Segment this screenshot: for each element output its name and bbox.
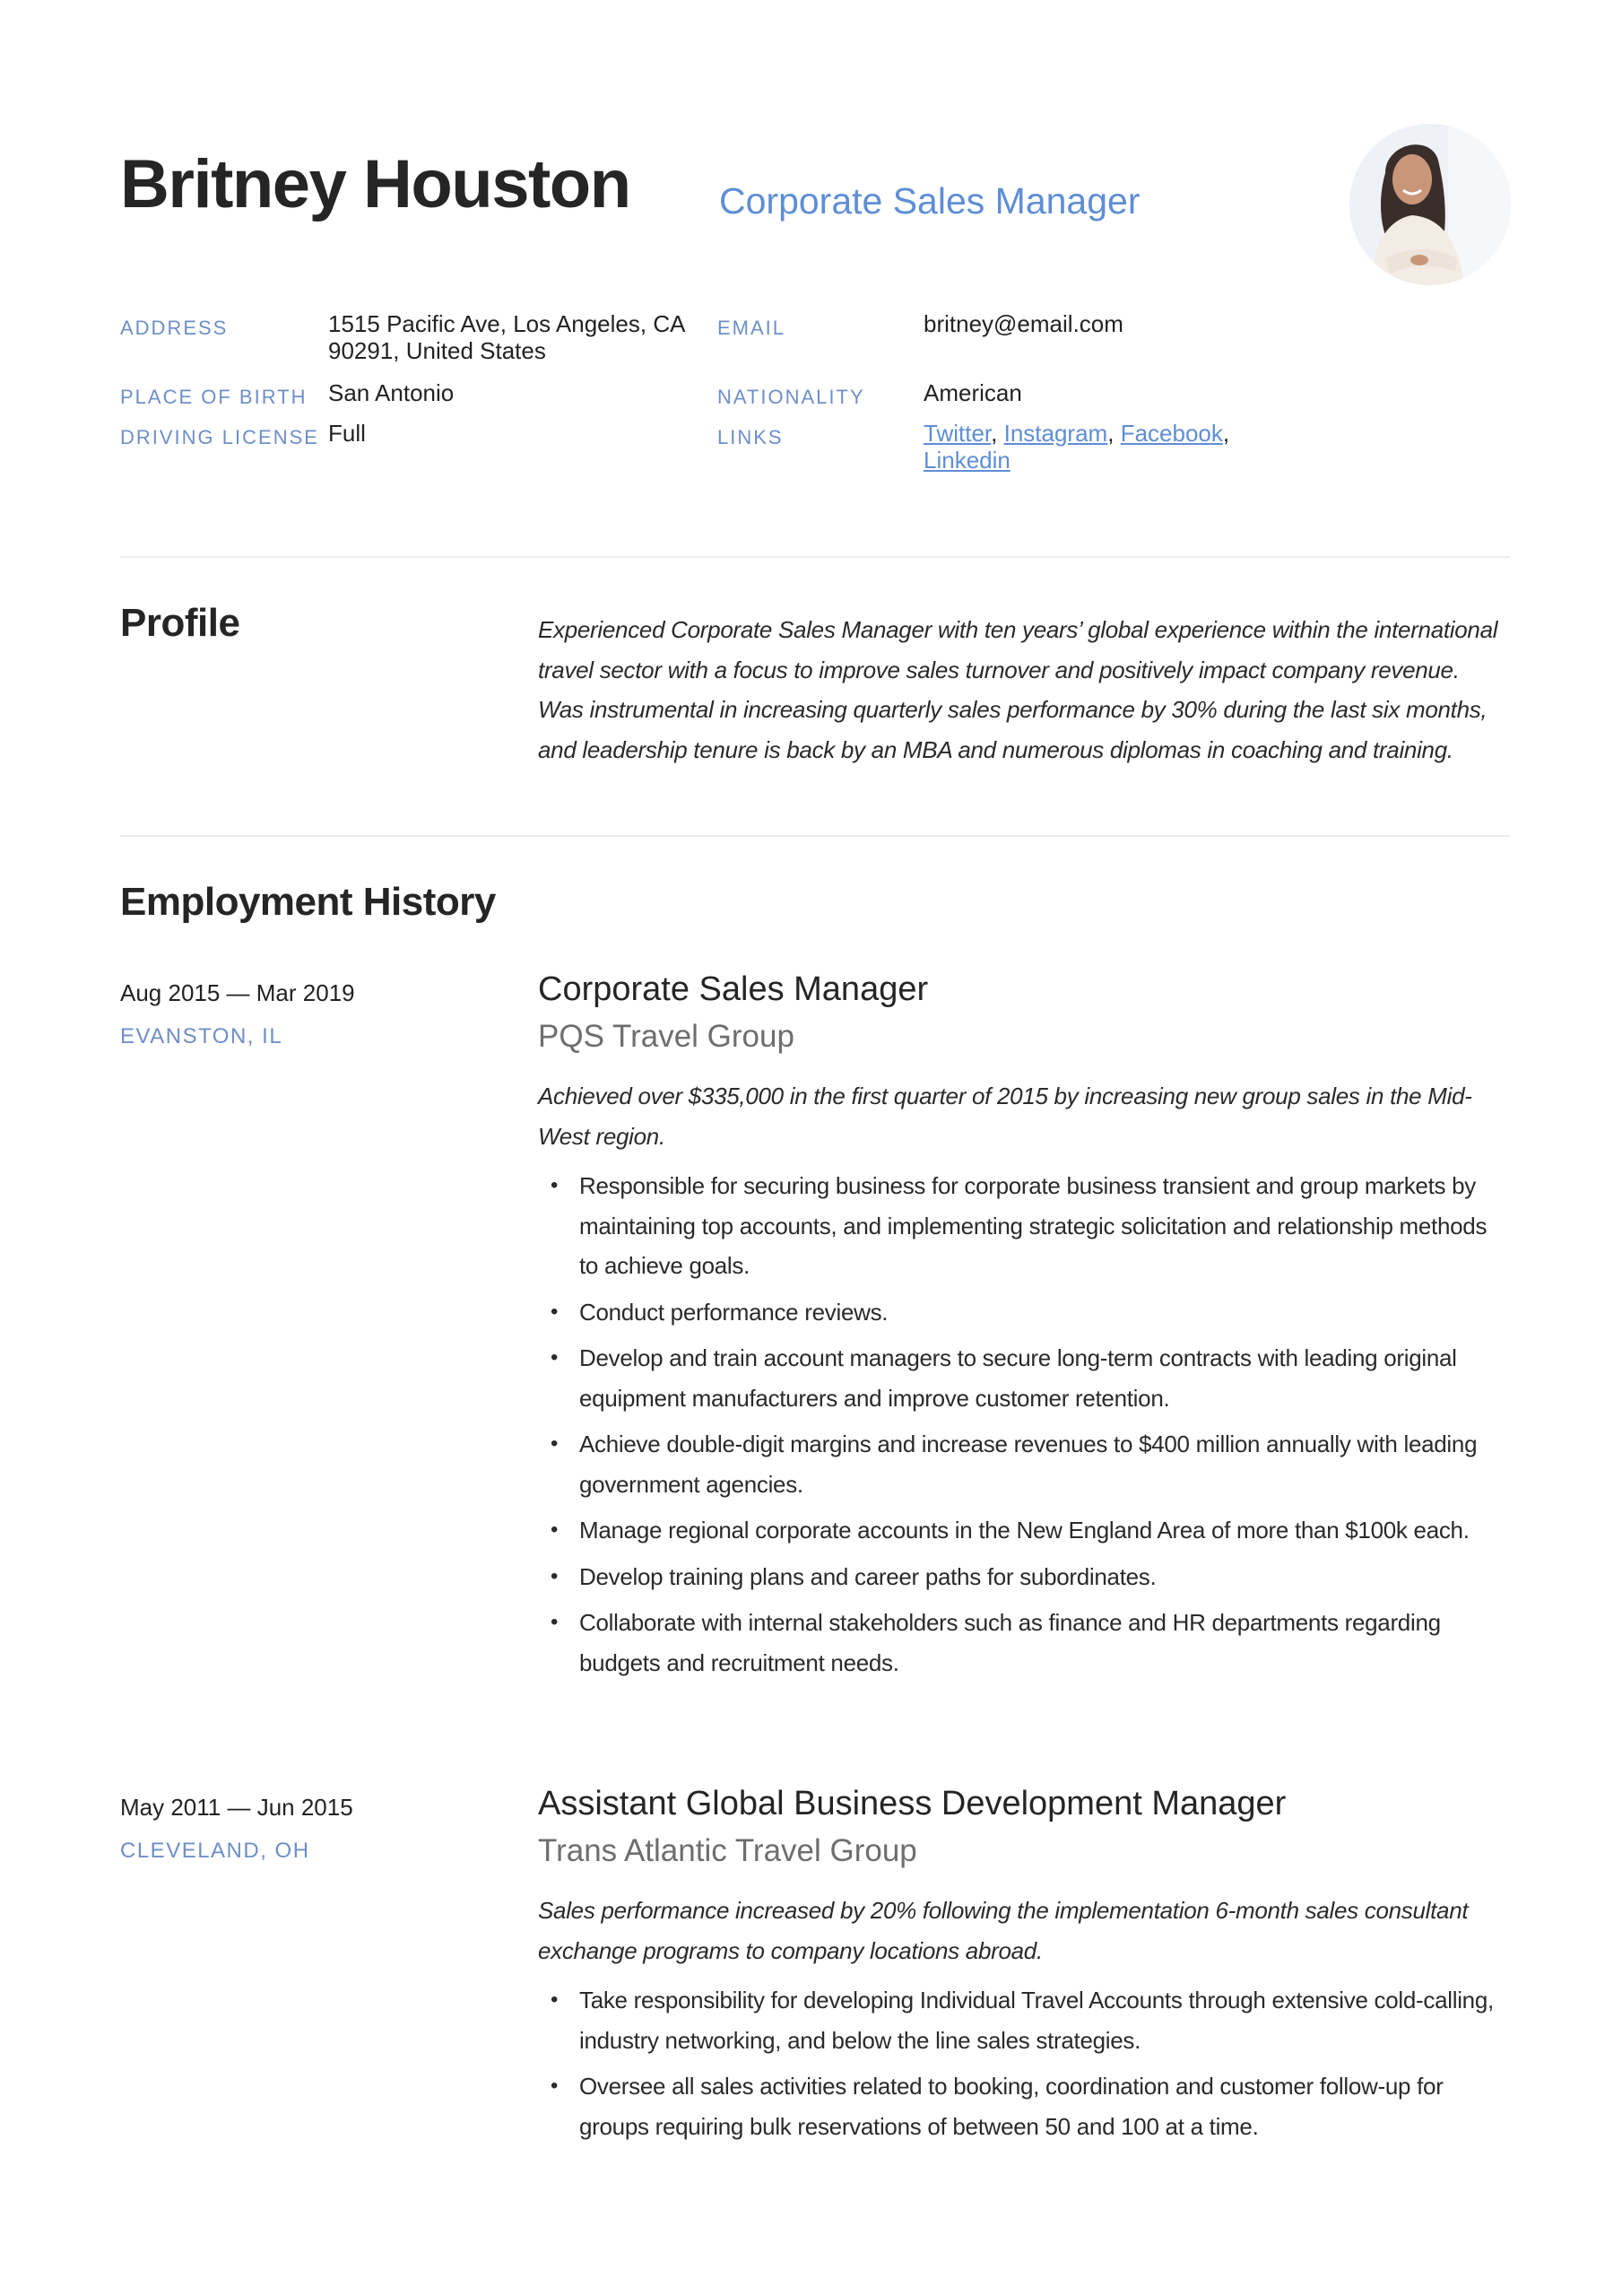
bullet-icon: • <box>551 1173 559 1197</box>
driving-license-label: DRIVING LICENSE <box>120 426 319 448</box>
list-item <box>538 1166 1511 1286</box>
driving-license-value: Full <box>328 420 366 447</box>
place-of-birth-value: San Antonio <box>328 379 455 406</box>
job-bullet-list <box>538 1980 1511 2152</box>
profile-heading: Profile <box>120 601 240 645</box>
place-of-birth-label: PLACE OF BIRTH <box>120 386 308 408</box>
job-position: Corporate Sales Manager <box>538 970 929 1008</box>
bullet-icon: • <box>551 1610 559 1634</box>
list-item <box>538 1980 1511 2060</box>
address-label: ADDRESS <box>120 317 229 339</box>
employment-heading: Employment History <box>120 880 496 924</box>
address-line-1: 1515 Pacific Ave, Los Angeles, CA <box>328 310 686 337</box>
job-summary: Achieved over $335,000 in the first quarter of 2015 by increasing new group sales in the Mid-West region. <box>538 1083 1472 1150</box>
link-separator: , <box>991 420 998 447</box>
profile-summary: Experienced Corporate Sales Manager with ten years’ global experience within the international travel sector with a focus to improve sales turnover and positively impact company revenue. Was instrumental in increasing quarterly sales performance by 30% during the last six months, and leadership tenure is back by an MBA and numerous diplomas in coaching and training. <box>538 616 1498 763</box>
bullet-icon: • <box>551 1431 559 1456</box>
list-item <box>538 2066 1511 2146</box>
facebook-link[interactable]: Facebook <box>1120 420 1223 447</box>
bullet-text: Manage regional corporate accounts in the New England Area of more than $100k each. <box>579 1517 1470 1544</box>
list-item <box>538 1557 1511 1597</box>
job-position: Assistant Global Business Development Manager <box>538 1785 1287 1822</box>
bullet-icon: • <box>551 1345 559 1370</box>
list-item <box>538 1338 1511 1418</box>
avatar <box>1349 124 1511 285</box>
link-separator: , <box>1107 420 1115 447</box>
bullet-icon: • <box>551 1518 559 1542</box>
job-bullet-list <box>538 1166 1511 1689</box>
bullet-icon: • <box>551 1987 559 2012</box>
bullet-text: Conduct performance reviews. <box>579 1298 889 1326</box>
job-dates: May 2011 — Jun 2015 <box>120 1794 353 1821</box>
links-label: LINKS <box>717 426 784 448</box>
bullet-text: Oversee all sales activities related to booking, coordination and customer follow-up for groups requiring bulk reservations of between 50 and 100 at a time. <box>579 2073 1444 2140</box>
job-location: CLEVELAND, OH <box>120 1839 310 1863</box>
list-item <box>538 1603 1511 1683</box>
bullet-text: Collaborate with internal stakeholders such as finance and HR departments regarding budgets and recruitment needs. <box>579 1609 1441 1676</box>
bullet-icon: • <box>551 2074 559 2098</box>
email-value: britney@email.com <box>924 310 1123 337</box>
job-company: PQS Travel Group <box>538 1019 794 1054</box>
candidate-name: Britney Houston <box>120 146 630 222</box>
job-company: Trans Atlantic Travel Group <box>538 1833 917 1868</box>
section-divider <box>120 835 1510 837</box>
bullet-text: Develop and train account managers to secure long-term contracts with leading original equipment manufacturers and improve customer retention. <box>579 1344 1457 1412</box>
linkedin-link[interactable]: Linkedin <box>924 447 1010 474</box>
email-label: EMAIL <box>717 317 786 339</box>
candidate-title: Corporate Sales Manager <box>719 180 1141 222</box>
twitter-link[interactable]: Twitter <box>924 420 992 447</box>
list-item <box>538 1424 1511 1504</box>
instagram-link[interactable]: Instagram <box>1003 420 1108 447</box>
nationality-label: NATIONALITY <box>717 386 865 408</box>
list-item <box>538 1510 1511 1551</box>
profile-photo-icon <box>1349 124 1511 285</box>
list-item <box>538 1292 1511 1333</box>
address-value <box>328 310 687 364</box>
bullet-text: Take responsibility for developing Individual Travel Accounts through extensive cold-calling, industry networking, and below the line sales strategies. <box>579 1987 1494 2054</box>
links-list <box>924 420 1300 474</box>
bullet-icon: • <box>551 1563 559 1588</box>
section-divider <box>120 556 1510 558</box>
address-line-2: 90291, United States <box>328 337 546 364</box>
bullet-text: Achieve double-digit margins and increase revenues to $400 million annually with leading government agencies. <box>579 1431 1478 1498</box>
job-location: EVANSTON, IL <box>120 1024 283 1048</box>
bullet-text: Develop training plans and career paths for subordinates. <box>579 1562 1157 1590</box>
link-separator: , <box>1222 420 1230 447</box>
bullet-text: Responsible for securing business for corporate business transient and group markets by maintaining top accounts, and implementing strategic solicitation and relationship methods to achieve goals. <box>579 1172 1488 1279</box>
bullet-icon: • <box>551 1299 559 1324</box>
nationality-value: American <box>924 379 1022 406</box>
job-dates: Aug 2015 — Mar 2019 <box>120 979 355 1006</box>
job-summary: Sales performance increased by 20% following the implementation 6-month sales consultant exchange programs to company locations abroad. <box>538 1897 1469 1964</box>
